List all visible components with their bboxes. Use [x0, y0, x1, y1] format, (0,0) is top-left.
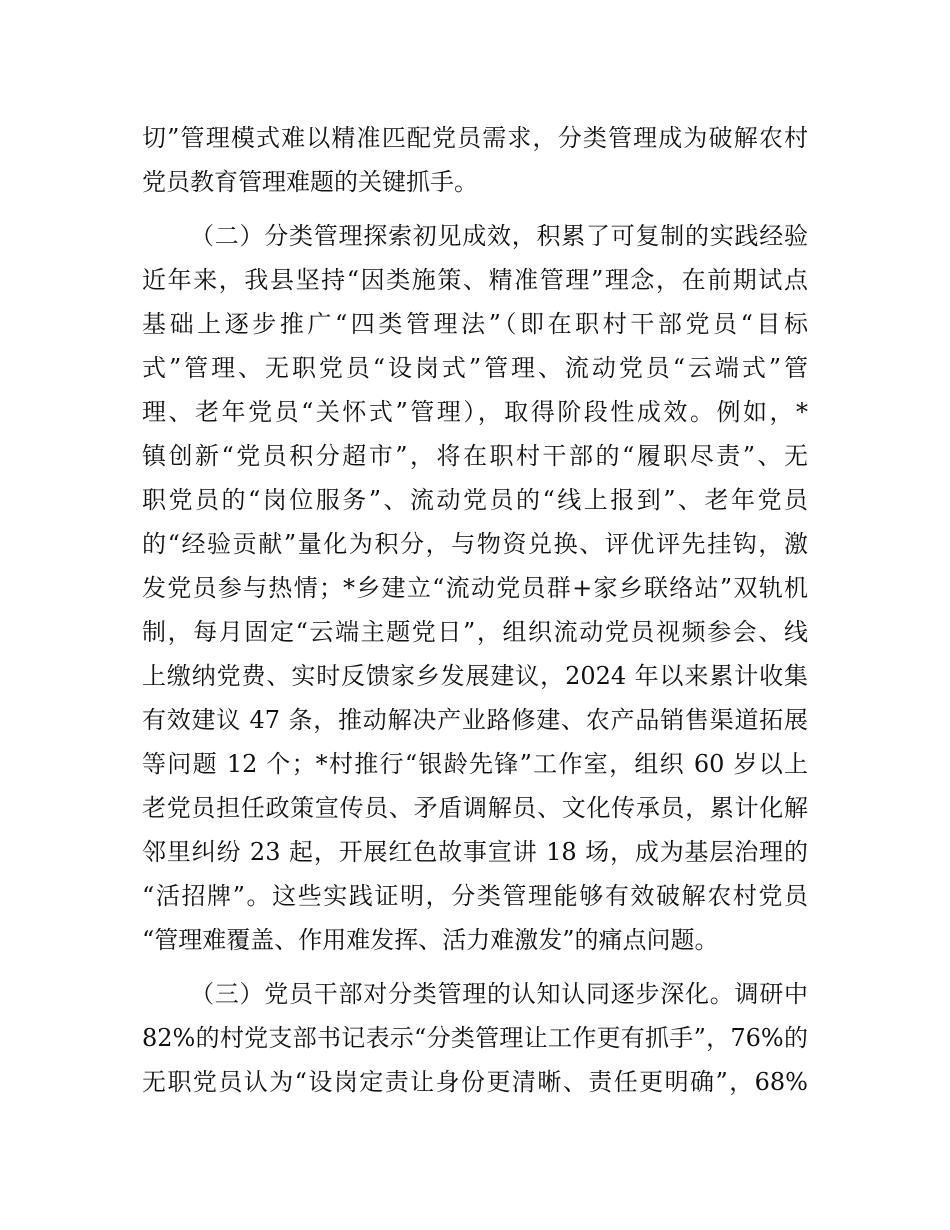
paragraph-line: 有效建议 47 条，推动解决产业路修建、农产品销售渠道拓展	[142, 706, 808, 734]
paragraph-line: 党员教育管理难题的关键抓手。	[142, 168, 478, 196]
paragraph-line: “活招牌”。这些实践证明，分类管理能够有效破解农村党员	[142, 882, 808, 910]
paragraph-line: 式”管理、无职党员“设岗式”管理、流动党员“云端式”管	[142, 354, 808, 382]
section-heading: （三）党员干部对分类管理的认知认同逐步深化。调研中	[190, 980, 808, 1008]
paragraph-line: 无职党员认为“设岗定责让身份更清晰、责任更明确”，68%	[142, 1068, 808, 1096]
section-heading: （二）分类管理探索初见成效，积累了可复制的实践经验	[190, 222, 808, 250]
paragraph-line: 82%的村党支部书记表示“分类管理让工作更有抓手”，76%的	[142, 1024, 808, 1052]
paragraph-line: “管理难覆盖、作用难发挥、活力难激发”的痛点问题。	[142, 926, 719, 954]
paragraph-line: 上缴纳党费、实时反馈家乡发展建议，2024 年以来累计收集	[142, 662, 808, 690]
paragraph-line: 职党员的“岗位服务”、流动党员的“线上报到”、老年党员	[142, 486, 808, 514]
paragraph-line: 制，每月固定“云端主题党日”，组织流动党员视频参会、线	[142, 618, 808, 646]
paragraph-line: 切”管理模式难以精准匹配党员需求，分类管理成为破解农村	[142, 124, 808, 152]
paragraph-line: 老党员担任政策宣传员、矛盾调解员、文化传承员，累计化解	[142, 794, 808, 822]
paragraph-line: 发党员参与热情；*乡建立“流动党员群+家乡联络站”双轨机	[142, 574, 808, 602]
paragraph-line: 等问题 12 个；*村推行“银龄先锋”工作室，组织 60 岁以上	[142, 750, 808, 778]
paragraph-line: 理、老年党员“关怀式”管理），取得阶段性成效。例如，*	[142, 398, 808, 426]
paragraph-line: 镇创新“党员积分超市”，将在职村干部的“履职尽责”、无	[142, 442, 808, 470]
paragraph-line: 近年来，我县坚持“因类施策、精准管理”理念，在前期试点	[142, 266, 808, 294]
paragraph-line: 基础上逐步推广“四类管理法”（即在职村干部党员“目标	[142, 310, 808, 338]
paragraph-line: 邻里纠纷 23 起，开展红色故事宣讲 18 场，成为基层治理的	[142, 838, 808, 866]
paragraph-line: 的“经验贡献”量化为积分，与物资兑换、评优评先挂钩，激	[142, 530, 808, 558]
